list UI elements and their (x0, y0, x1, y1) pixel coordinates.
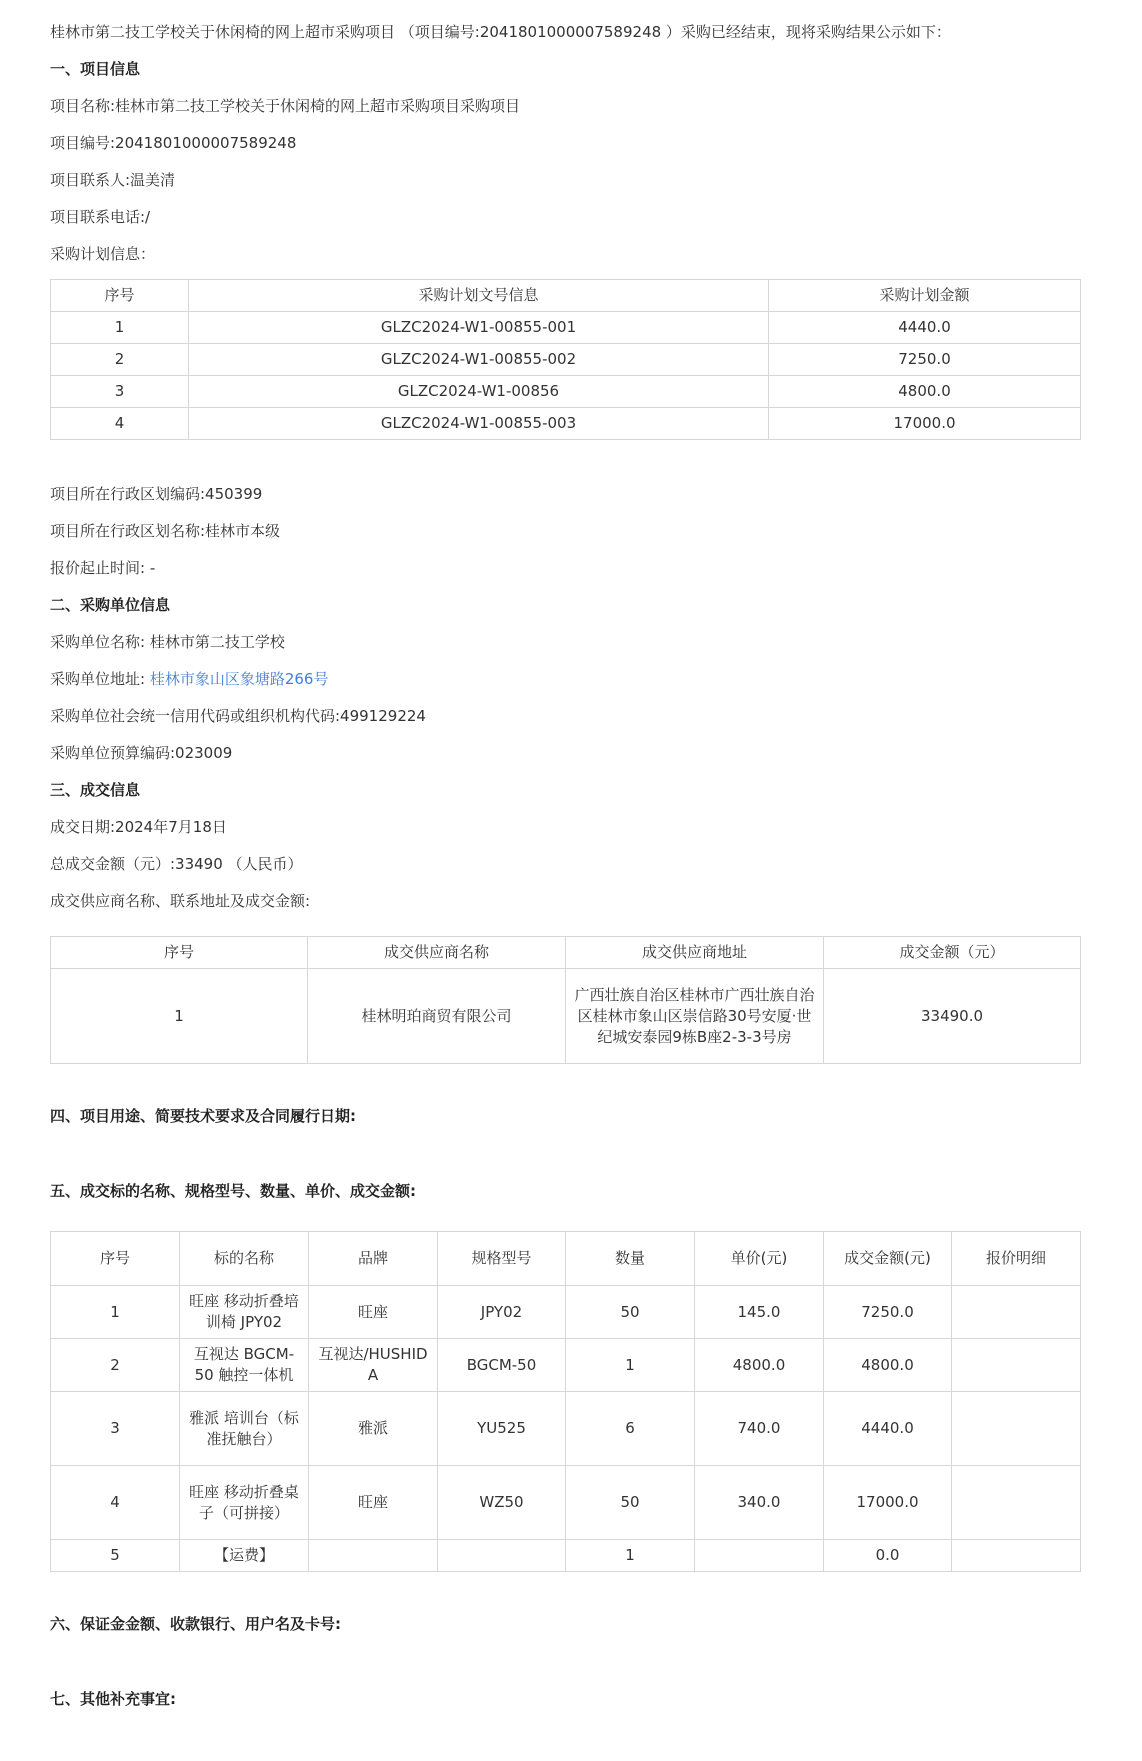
table-cell: 互视达/HUSHIDA (309, 1339, 438, 1392)
table-cell: 2 (51, 344, 189, 376)
project-contact: 项目联系人:温美清 (50, 171, 176, 189)
table-row (51, 1466, 1081, 1540)
table-cell: WZ50 (438, 1466, 566, 1540)
project-code: 项目编号:2041801000007589248 (50, 134, 297, 152)
table-row (51, 344, 1081, 376)
table-row (51, 1286, 1081, 1339)
section-buyer-info: 二、采购单位信息 (50, 596, 171, 614)
table-row (51, 376, 1081, 408)
table-cell: 【运费】 (180, 1540, 309, 1572)
table-row (51, 1540, 1081, 1572)
intro-text: 桂林市第二技工学校关于休闲椅的网上超市采购项目 （项目编号:2041801000007589248 ）采购已经结束，现将采购结果公示如下： (50, 23, 951, 41)
table-cell: BGCM-50 (438, 1339, 566, 1392)
section-usage: 四、项目用途、简要技术要求及合同履行日期: (50, 1107, 357, 1125)
items-header-cell: 序号 (51, 1232, 180, 1286)
items-header-cell: 成交金额(元) (824, 1232, 952, 1286)
supplier-header-cell: 序号 (51, 937, 308, 969)
table-cell: 互视达 BGCM-50 触控一体机 (180, 1339, 309, 1392)
table-cell: 1 (51, 1286, 180, 1339)
plan-info-label: 采购计划信息： (50, 245, 156, 263)
plan-header-cell: 采购计划金额 (769, 280, 1081, 312)
table-cell: 2 (51, 1339, 180, 1392)
quote-time: 报价起止时间: - (50, 559, 156, 577)
buyer-budget-code: 采购单位预算编码:023009 (50, 744, 233, 762)
section-project-info: 一、项目信息 (50, 60, 141, 78)
table-cell: 旺座 (309, 1286, 438, 1339)
table-cell: 740.0 (695, 1392, 824, 1466)
table-cell: 7250.0 (769, 344, 1081, 376)
section-other: 七、其他补充事宜: (50, 1690, 176, 1708)
table-cell: 33490.0 (824, 969, 1081, 1064)
supplier-table-header (51, 937, 1081, 969)
table-cell: 广西壮族自治区桂林市广西壮族自治区桂林市象山区崇信路30号安厦·世纪城安泰园9栋B座2-3-3号房 (566, 969, 824, 1064)
table-row (51, 408, 1081, 440)
items-header-cell: 标的名称 (180, 1232, 309, 1286)
table-cell: 0.0 (824, 1540, 952, 1572)
section-deposit: 六、保证金金额、收款银行、用户名及卡号: (50, 1615, 342, 1633)
spacer (50, 1064, 1080, 1098)
section-items: 五、成交标的名称、规格型号、数量、单价、成交金额: (50, 1182, 417, 1200)
table-cell: GLZC2024-W1-00856 (189, 376, 769, 408)
spacer (50, 1572, 1080, 1606)
table-cell: 4 (51, 408, 189, 440)
deal-total: 总成交金额（元）:33490 （人民币） (50, 855, 303, 873)
table-cell: 旺座 移动折叠培训椅 JPY02 (180, 1286, 309, 1339)
items-header-cell: 报价明细 (952, 1232, 1081, 1286)
items-header-cell: 数量 (566, 1232, 695, 1286)
buyer-address-link[interactable]: 桂林市象山区象塘路266号 (149, 670, 329, 688)
table-cell (952, 1339, 1081, 1392)
table-cell: 4800.0 (824, 1339, 952, 1392)
table-cell (952, 1540, 1081, 1572)
table-cell: 17000.0 (769, 408, 1081, 440)
region-code: 项目所在行政区划编码:450399 (50, 485, 263, 503)
spacer (50, 440, 1080, 476)
table-row (51, 1339, 1081, 1392)
table-row (51, 969, 1081, 1064)
region-name: 项目所在行政区划名称:桂林市本级 (50, 522, 281, 540)
table-cell: 1 (51, 312, 189, 344)
table-cell: 4440.0 (824, 1392, 952, 1466)
items-table-header (51, 1232, 1081, 1286)
supplier-header-cell: 成交供应商名称 (308, 937, 566, 969)
table-cell: 桂林明珀商贸有限公司 (308, 969, 566, 1064)
table-cell: 1 (566, 1339, 695, 1392)
items-header-cell: 单价(元) (695, 1232, 824, 1286)
supplier-label: 成交供应商名称、联系地址及成交金额: (50, 892, 311, 910)
plan-table-header (51, 280, 1081, 312)
plan-header-cell: 序号 (51, 280, 189, 312)
table-cell: GLZC2024-W1-00855-002 (189, 344, 769, 376)
table-cell: GLZC2024-W1-00855-003 (189, 408, 769, 440)
table-cell (952, 1466, 1081, 1540)
table-cell: JPY02 (438, 1286, 566, 1339)
table-cell (309, 1540, 438, 1572)
plan-header-cell: 采购计划文号信息 (189, 280, 769, 312)
announcement (50, 0, 1080, 1718)
table-cell: 17000.0 (824, 1466, 952, 1540)
plan-table (50, 279, 1081, 440)
table-cell: 旺座 移动折叠桌子（可拼接） (180, 1466, 309, 1540)
table-cell: 3 (51, 376, 189, 408)
supplier-table (50, 936, 1081, 1064)
items-header-cell: 规格型号 (438, 1232, 566, 1286)
table-cell: 3 (51, 1392, 180, 1466)
table-cell: 6 (566, 1392, 695, 1466)
spacer (50, 1135, 1080, 1173)
buyer-name: 采购单位名称: 桂林市第二技工学校 (50, 633, 285, 651)
table-cell: 雅派 培训台（标准抚触台） (180, 1392, 309, 1466)
table-cell (695, 1540, 824, 1572)
table-cell: YU525 (438, 1392, 566, 1466)
table-cell: 1 (566, 1540, 695, 1572)
table-cell: 4800.0 (695, 1339, 824, 1392)
table-cell: 雅派 (309, 1392, 438, 1466)
table-cell: 4440.0 (769, 312, 1081, 344)
table-cell: 1 (51, 969, 308, 1064)
project-phone: 项目联系电话:/ (50, 208, 151, 226)
deal-date: 成交日期:2024年7月18日 (50, 818, 227, 836)
supplier-header-cell: 成交供应商地址 (566, 937, 824, 969)
table-cell: 7250.0 (824, 1286, 952, 1339)
table-cell: 50 (566, 1466, 695, 1540)
table-cell: 50 (566, 1286, 695, 1339)
table-cell (438, 1540, 566, 1572)
table-cell: 340.0 (695, 1466, 824, 1540)
table-cell: 旺座 (309, 1466, 438, 1540)
section-deal-info: 三、成交信息 (50, 781, 141, 799)
spacer (50, 1643, 1080, 1681)
table-row (51, 312, 1081, 344)
supplier-header-cell: 成交金额（元） (824, 937, 1081, 969)
table-cell: 5 (51, 1540, 180, 1572)
table-cell (952, 1392, 1081, 1466)
table-cell (952, 1286, 1081, 1339)
buyer-credit-code: 采购单位社会统一信用代码或组织机构代码:499129224 (50, 707, 426, 725)
table-row (51, 1392, 1081, 1466)
table-cell: 145.0 (695, 1286, 824, 1339)
buyer-address-label: 采购单位地址: (50, 670, 150, 688)
buyer-address (50, 661, 1080, 698)
items-table (50, 1231, 1081, 1572)
table-cell: 4 (51, 1466, 180, 1540)
table-cell: GLZC2024-W1-00855-001 (189, 312, 769, 344)
project-name: 项目名称:桂林市第二技工学校关于休闲椅的网上超市采购项目采购项目 (50, 97, 521, 115)
items-header-cell: 品牌 (309, 1232, 438, 1286)
table-cell: 4800.0 (769, 376, 1081, 408)
